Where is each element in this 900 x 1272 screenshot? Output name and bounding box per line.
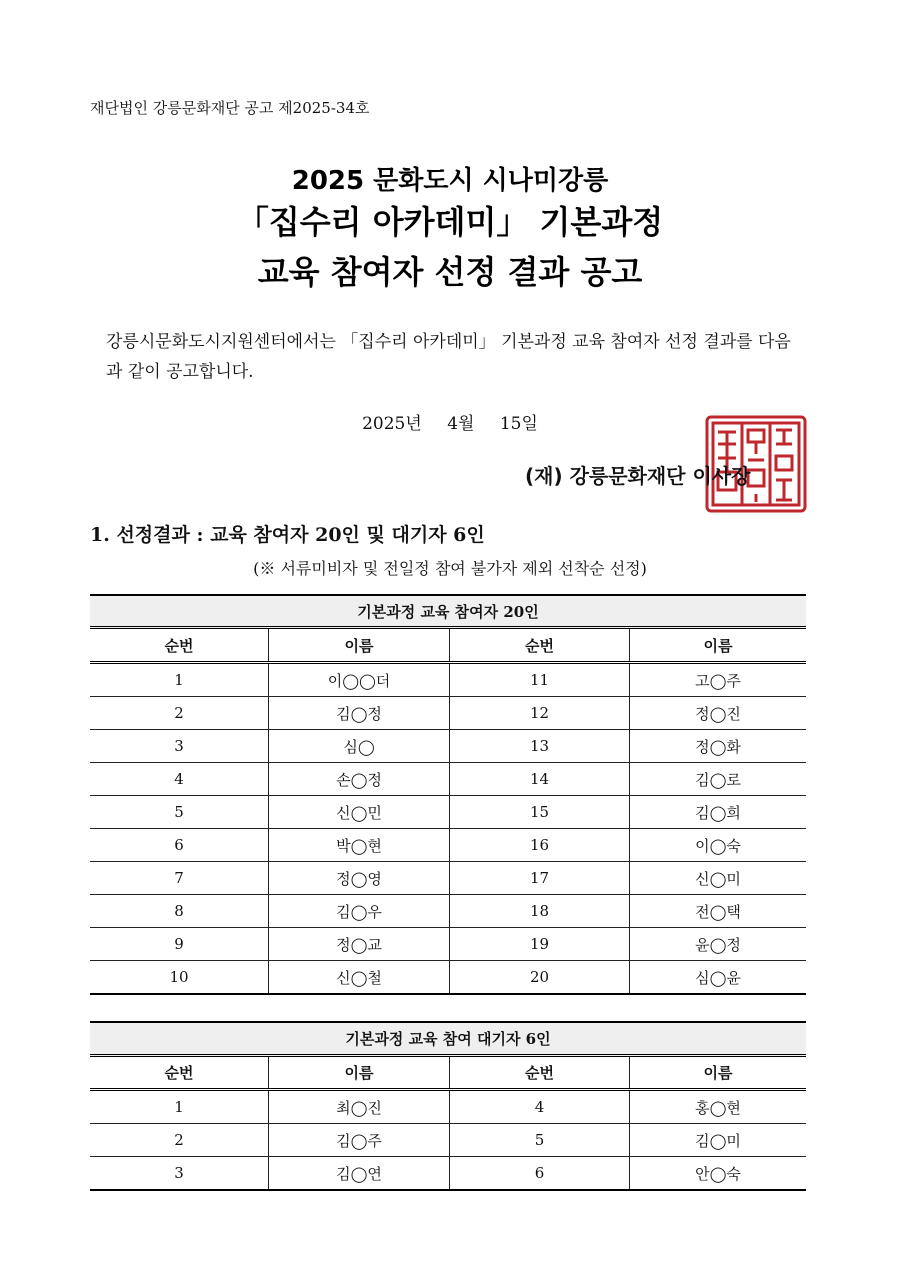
name-cell: 정◯진 bbox=[630, 697, 807, 730]
row-number-cell: 2 bbox=[90, 1124, 269, 1157]
row-number-cell: 5 bbox=[450, 1124, 630, 1157]
row-number-cell: 6 bbox=[90, 829, 269, 862]
column-header: 이름 bbox=[269, 1056, 450, 1090]
row-number-cell: 14 bbox=[450, 763, 630, 796]
name-cell: 심◯ bbox=[269, 730, 450, 763]
name-cell: 박◯현 bbox=[269, 829, 450, 862]
row-number-cell: 17 bbox=[450, 862, 630, 895]
name-cell: 윤◯정 bbox=[630, 928, 807, 961]
table-row bbox=[90, 763, 806, 796]
column-header: 순번 bbox=[450, 628, 630, 663]
name-cell: 손◯정 bbox=[269, 763, 450, 796]
participants-table bbox=[90, 594, 806, 995]
row-number-cell: 5 bbox=[90, 796, 269, 829]
row-number-cell: 1 bbox=[90, 663, 269, 697]
column-header: 순번 bbox=[450, 1056, 630, 1090]
row-number-cell: 13 bbox=[450, 730, 630, 763]
row-number-cell: 15 bbox=[450, 796, 630, 829]
date-day: 15일 bbox=[499, 414, 538, 434]
section-heading: 1. 선정결과 : 교육 참여자 20인 및 대기자 6인 bbox=[90, 524, 485, 546]
name-cell: 김◯주 bbox=[269, 1124, 450, 1157]
row-number-cell: 19 bbox=[450, 928, 630, 961]
row-number-cell: 16 bbox=[450, 829, 630, 862]
name-cell: 홍◯현 bbox=[630, 1090, 807, 1124]
column-header: 순번 bbox=[90, 628, 269, 663]
row-number-cell: 2 bbox=[90, 697, 269, 730]
row-number-cell: 6 bbox=[450, 1157, 630, 1191]
name-cell: 김◯로 bbox=[630, 763, 807, 796]
column-header: 이름 bbox=[269, 628, 450, 663]
table-row bbox=[90, 697, 806, 730]
row-number-cell: 18 bbox=[450, 895, 630, 928]
row-number-cell: 8 bbox=[90, 895, 269, 928]
name-cell: 김◯정 bbox=[269, 697, 450, 730]
table-header-row bbox=[90, 1056, 806, 1090]
name-cell: 심◯윤 bbox=[630, 961, 807, 995]
name-cell: 이◯◯더 bbox=[269, 663, 450, 697]
table-row bbox=[90, 829, 806, 862]
table-row bbox=[90, 796, 806, 829]
name-cell: 김◯연 bbox=[269, 1157, 450, 1191]
table-row bbox=[90, 1090, 806, 1124]
table-row bbox=[90, 663, 806, 697]
name-cell: 정◯영 bbox=[269, 862, 450, 895]
table-caption: 기본과정 교육 참여자 20인 bbox=[90, 595, 806, 628]
name-cell: 정◯화 bbox=[630, 730, 807, 763]
title-line-3: 교육 참여자 선정 결과 공고 bbox=[257, 253, 643, 291]
date-month: 4월 bbox=[447, 414, 475, 434]
column-header: 이름 bbox=[630, 1056, 807, 1090]
table-row bbox=[90, 730, 806, 763]
table-row bbox=[90, 895, 806, 928]
issuer-name: (재) 강릉문화재단 이사장 bbox=[525, 464, 751, 488]
row-number-cell: 3 bbox=[90, 730, 269, 763]
waitlist-table bbox=[90, 1021, 806, 1191]
row-number-cell: 3 bbox=[90, 1157, 269, 1191]
section-note: (※ 서류미비자 및 전일정 참여 불가자 제외 선착순 선정) bbox=[253, 559, 647, 578]
table-row bbox=[90, 862, 806, 895]
name-cell: 김◯미 bbox=[630, 1124, 807, 1157]
name-cell: 고◯주 bbox=[630, 663, 807, 697]
name-cell: 이◯숙 bbox=[630, 829, 807, 862]
title-line-1: 2025 문화도시 시나미강릉 bbox=[291, 166, 609, 196]
name-cell: 신◯민 bbox=[269, 796, 450, 829]
row-number-cell: 1 bbox=[90, 1090, 269, 1124]
date-year: 2025년 bbox=[362, 414, 422, 434]
table-header-row bbox=[90, 628, 806, 663]
name-cell: 최◯진 bbox=[269, 1090, 450, 1124]
table-row bbox=[90, 961, 806, 995]
title-line-2: 「집수리 아카데미」 기본과정 bbox=[236, 203, 664, 241]
table-row bbox=[90, 928, 806, 961]
table-row bbox=[90, 1157, 806, 1191]
name-cell: 전◯택 bbox=[630, 895, 807, 928]
row-number-cell: 9 bbox=[90, 928, 269, 961]
table-caption: 기본과정 교육 참여 대기자 6인 bbox=[90, 1022, 806, 1056]
name-cell: 김◯우 bbox=[269, 895, 450, 928]
column-header: 순번 bbox=[90, 1056, 269, 1090]
name-cell: 안◯숙 bbox=[630, 1157, 807, 1191]
name-cell: 정◯교 bbox=[269, 928, 450, 961]
row-number-cell: 12 bbox=[450, 697, 630, 730]
row-number-cell: 4 bbox=[90, 763, 269, 796]
column-header: 이름 bbox=[630, 628, 807, 663]
name-cell: 신◯미 bbox=[630, 862, 807, 895]
row-number-cell: 10 bbox=[90, 961, 269, 995]
table-row bbox=[90, 1124, 806, 1157]
name-cell: 김◯희 bbox=[630, 796, 807, 829]
name-cell: 신◯철 bbox=[269, 961, 450, 995]
announcement-body: 강릉시문화도시지원센터에서는 「집수리 아카데미」 기본과정 교육 참여자 선정 결과를 다음과 같이 공고합니다. bbox=[106, 332, 791, 382]
row-number-cell: 20 bbox=[450, 961, 630, 995]
row-number-cell: 11 bbox=[450, 663, 630, 697]
notice-number: 재단법인 강릉문화재단 공고 제2025-34호 bbox=[90, 99, 370, 117]
row-number-cell: 7 bbox=[90, 862, 269, 895]
row-number-cell: 4 bbox=[450, 1090, 630, 1124]
